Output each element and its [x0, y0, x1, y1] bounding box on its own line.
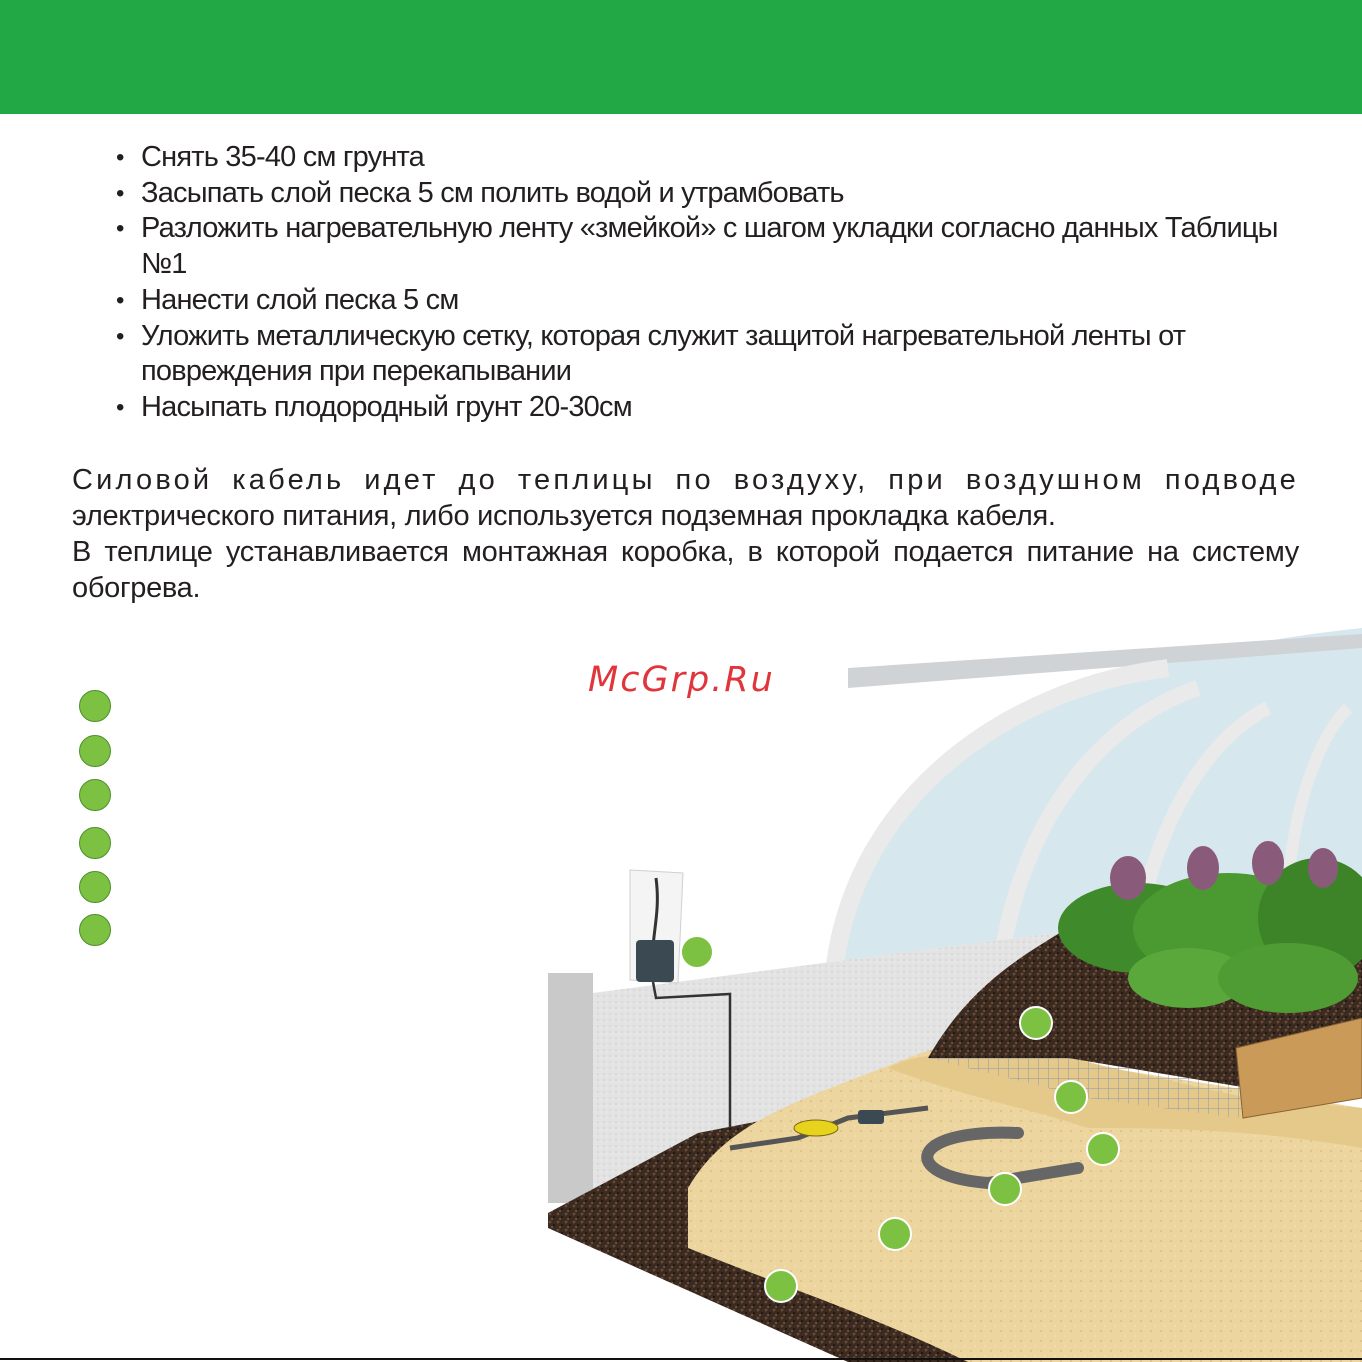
- junction-box-paragraph: В теплице устанавливается монтажная коробка, в которой подается питание на систему обогрева.: [72, 536, 1299, 604]
- power-cable-paragraph: [72, 463, 1299, 534]
- header-bar: [0, 0, 1362, 114]
- bullet-icon: •: [116, 179, 124, 207]
- legend-marker-icon: [79, 779, 111, 811]
- installation-steps-list: [112, 140, 1312, 426]
- step-item: [112, 211, 1312, 282]
- marker-icon: [1020, 1007, 1052, 1039]
- bullet-icon: •: [116, 215, 124, 243]
- bullet-icon: •: [116, 322, 124, 350]
- marker-icon: [879, 1218, 911, 1250]
- step-text: Уложить металлическую сетку, которая служит защитой нагревательной ленты от повреждения при перекапывании: [141, 319, 1186, 388]
- marker-icon: [765, 1270, 797, 1302]
- bottom-rule: [0, 1358, 1362, 1360]
- marker-icon: [681, 936, 713, 968]
- step-item: [112, 176, 1312, 212]
- step-text: Засыпать слой песка 5 см полить водой и утрамбовать: [141, 176, 844, 209]
- step-text: Нанести слой песка 5 см: [141, 283, 459, 316]
- cable-coupling-icon: [794, 1120, 838, 1136]
- legend-marker-icon: [79, 690, 111, 722]
- step-item: [112, 390, 1312, 426]
- bullet-icon: •: [116, 144, 124, 171]
- marker-icon: [1055, 1081, 1087, 1113]
- step-text: Снять 35-40 см грунта: [141, 141, 425, 173]
- legend-marker-icon: [79, 735, 111, 767]
- step-text: Насыпать плодородный грунт 20-30см: [141, 390, 632, 423]
- step-item: [112, 283, 1312, 319]
- bullet-icon: •: [116, 286, 124, 314]
- marker-icon: [1087, 1133, 1119, 1165]
- greenhouse-heating-illustration: [548, 628, 1362, 1362]
- junction-box-icon: [636, 940, 674, 982]
- foundation-side: [548, 973, 593, 1203]
- step-item: [112, 319, 1312, 390]
- bullet-icon: •: [116, 393, 124, 421]
- legend-marker-icon: [79, 871, 111, 903]
- legend-marker-icon: [79, 914, 111, 946]
- step-item: [112, 140, 1312, 176]
- legend-marker-icon: [79, 827, 111, 859]
- marker-icon: [989, 1173, 1021, 1205]
- cable-connector-icon: [858, 1110, 884, 1124]
- paragraph-line: Силовой кабель идет до теплицы по воздуху, при воздушном подводе: [72, 464, 1299, 496]
- watermark: McGrp.Ru: [588, 660, 775, 700]
- paragraph-line: электрического питания, либо используется подземная прокладка кабеля.: [72, 499, 1056, 532]
- step-text: Разложить нагревательную ленту «змейкой» с шагом укладки согласно данных Таблицы №1: [141, 212, 1278, 281]
